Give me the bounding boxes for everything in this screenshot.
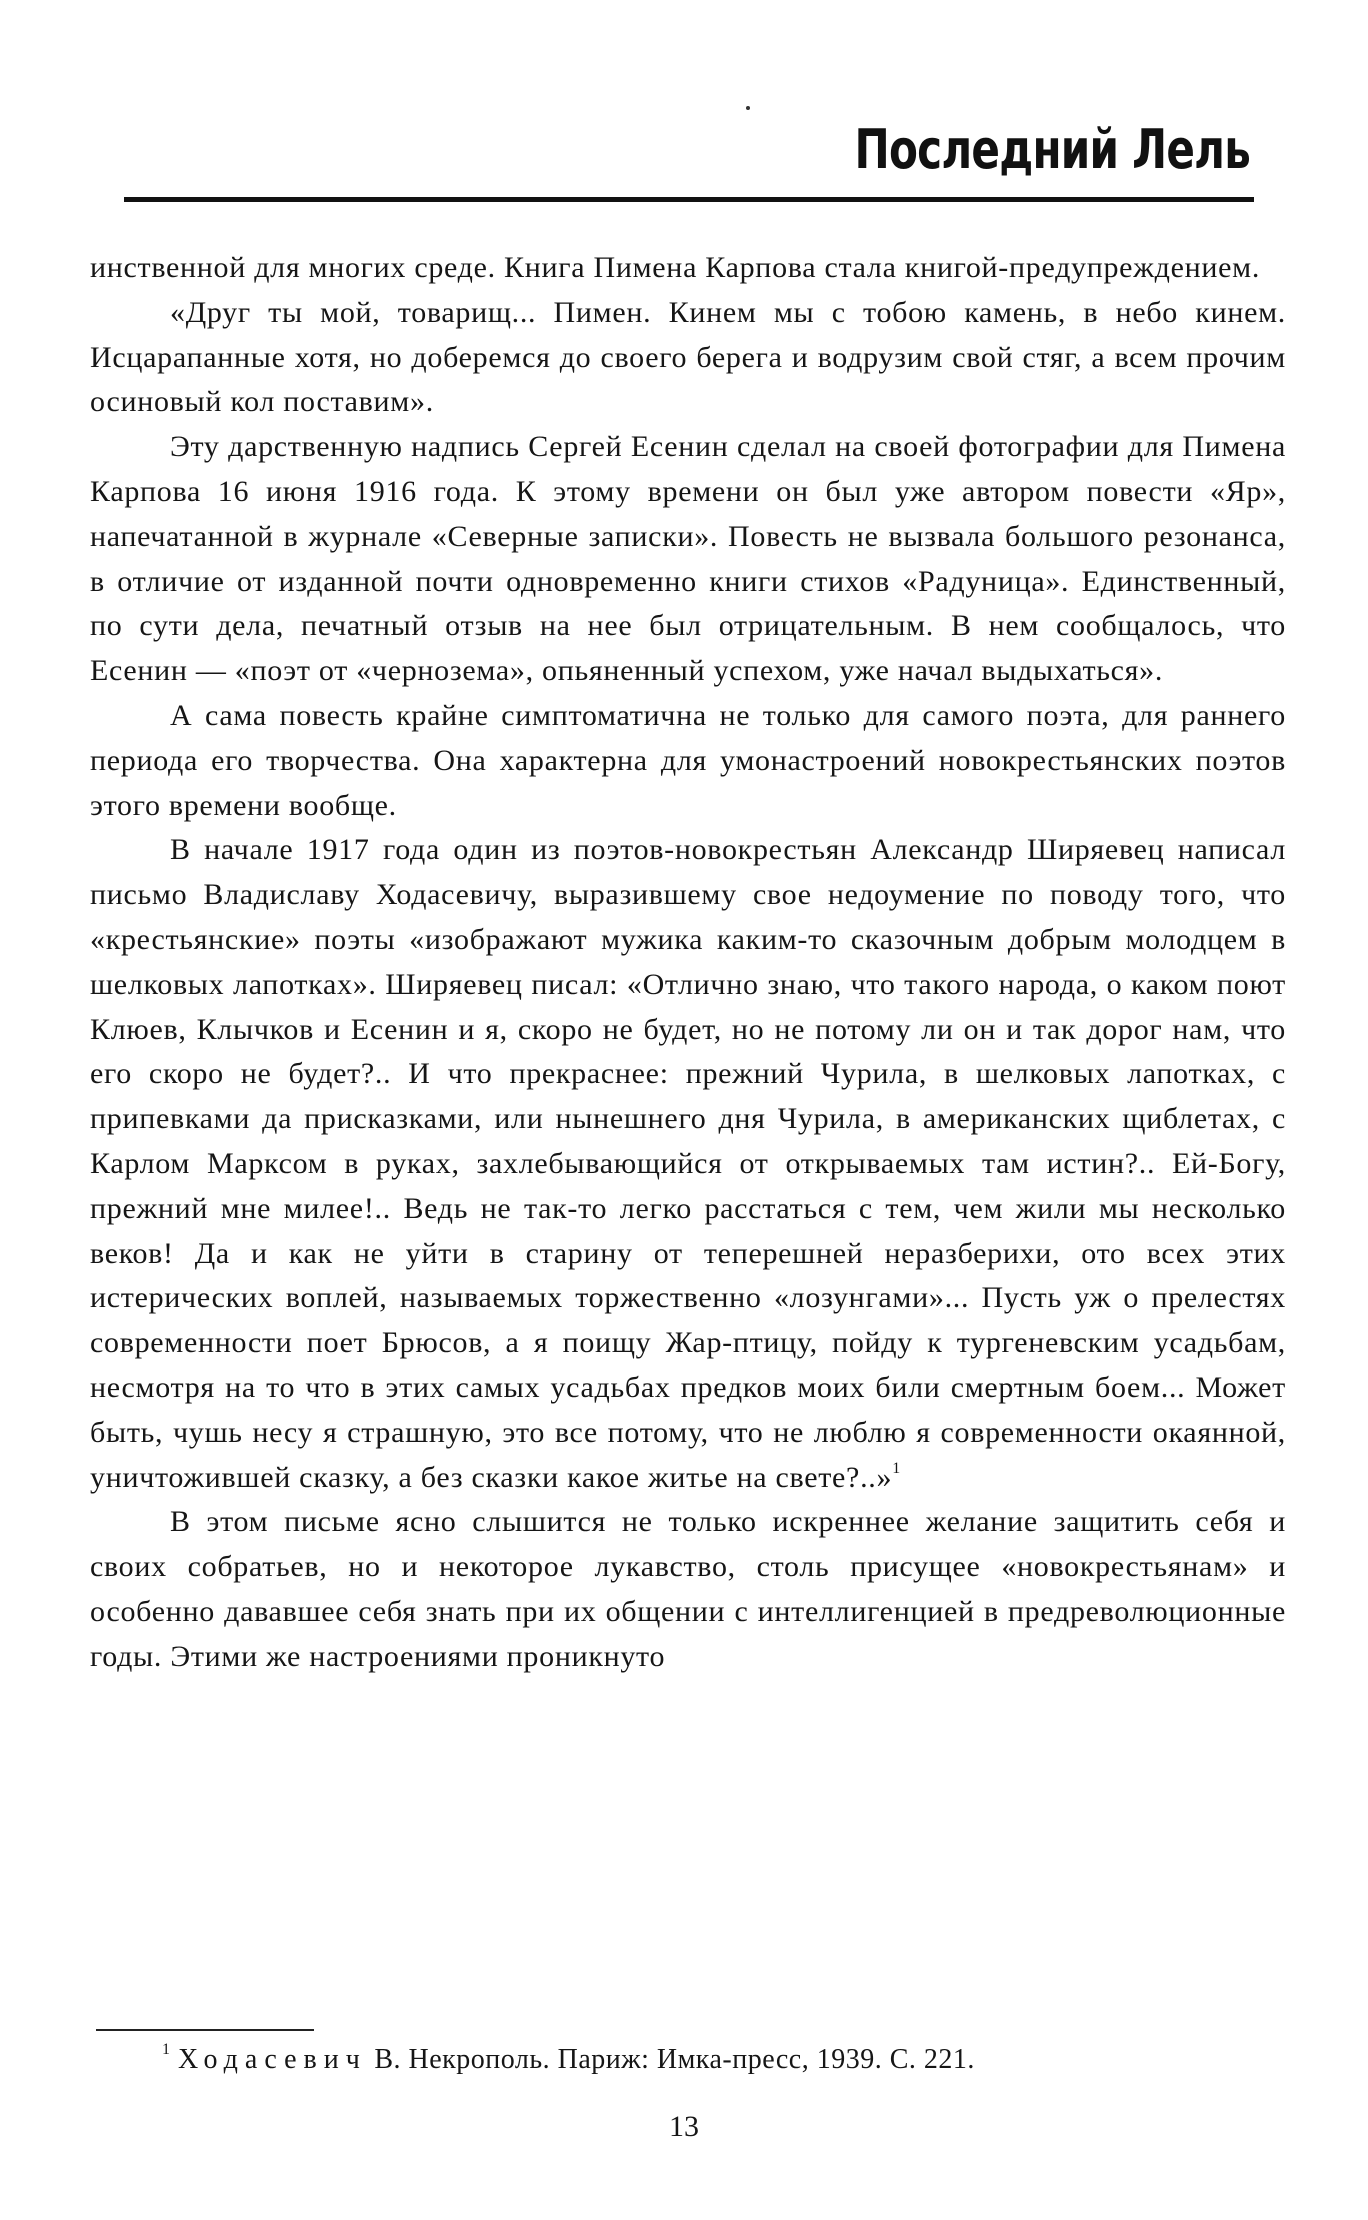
paragraph: «Друг ты мой, товарищ... Пимен. Кинем мы с тобою камень, в небо кинем. Исцарапанные хотя, но доберемся до своего берега и водрузим свой стяг, а всем прочим осиновый кол поставим».: [90, 295, 1286, 419]
footnote-rule: [96, 2029, 314, 2031]
footnote-author: Ходасевич: [178, 2044, 367, 2075]
paragraph-with-footnote: [90, 828, 1286, 1500]
paragraph: Эту дарственную надпись Сергей Есенин сделал на своей фотографии для Пимена Карпова 16 июня 1916 года. К этому времени он был уже автором повести «Яр», напечатанной в журнале «Северные записки». Повесть не вызвала большого резонанса, в отличие от изданной почти одновременно книги стихов «Радуница». Единственный, по сути дела, печатный отзыв на нее был отрицательным. В нем сообщалось, что Есенин — «поэт от «чернозема», опьяненный успехом, уже начал выдыхаться».: [90, 430, 1286, 688]
header-rule: [124, 197, 1254, 202]
paragraph: А сама повесть крайне симптоматична не только для самого поэта, для раннего периода его творчества. Она характерна для умонастроений новокрестьянских поэтов этого времени вообще.: [90, 698, 1286, 822]
paragraph: инственной для многих среде. Книга Пимена Карпова стала книгой-предупреждением.: [90, 251, 1261, 284]
page-number: 13: [669, 2110, 699, 2143]
footnote-text: В. Некрополь. Париж: Имка-пресс, 1939. С. 221.: [366, 2044, 975, 2075]
running-head: Последний Лель: [854, 118, 1250, 181]
footnote: [96, 2040, 1286, 2080]
paragraph-text: В начале 1917 года один из поэтов-новокрестьян Александр Ширяевец написал письмо Владиславу Ходасевичу, выразившему свое недоумение по поводу того, что «крестьянские» поэты «изображают мужика каким-то сказочным добрым молодцем в шелковых лапотках». Ширяевец писал: «Отлично знаю, что такого народа, о каком поют Клюев, Клычков и Есенин и я, скоро не будет, но не потому ли он и так дорог нам, что его скоро не будет?.. И что прекраснее: прежний Чурила, в шелковых лапотках, с припевками да присказками, или нынешнего дня Чурила, в американских щиблетах, с Карлом Марксом в руках, захлебывающийся от открываемых там истин?.. Ей-Богу, прежний мне милее!.. Ведь не так-то легко расстаться с тем, чем жили мы несколько веков! Да и как не уйти в старину от теперешней неразберихи, ото всех этих истерических воплей, называемых торжественно «лозунгами»... Пусть уж о прелестях современности поет Брюсов, а я поищу Жар-птицу, пойду к тургеневским усадьбам, несмотря на то что в этих самых усадьбах предков моих били смертным боем... Может быть, чушь несу я страшную, это все потому, что не люблю я современности окаянной, уничтожившей сказку, а без сказки какое житье на свете?..»: [90, 833, 1286, 1494]
print-speck: [746, 106, 750, 110]
footnote-reference[interactable]: 1: [892, 1459, 901, 1477]
paragraph: В этом письме ясно слышится не только искреннее желание защитить себя и своих собратьев, но и некоторое лукавство, столь присущее «новокрестьянам» и особенно дававшее себя знать при их общении с интеллигенцией в предреволюционные годы. Этими же настроениями проникнуто: [90, 1505, 1286, 1673]
footnote-marker: 1: [162, 2041, 171, 2058]
body-text: [90, 246, 1286, 1680]
